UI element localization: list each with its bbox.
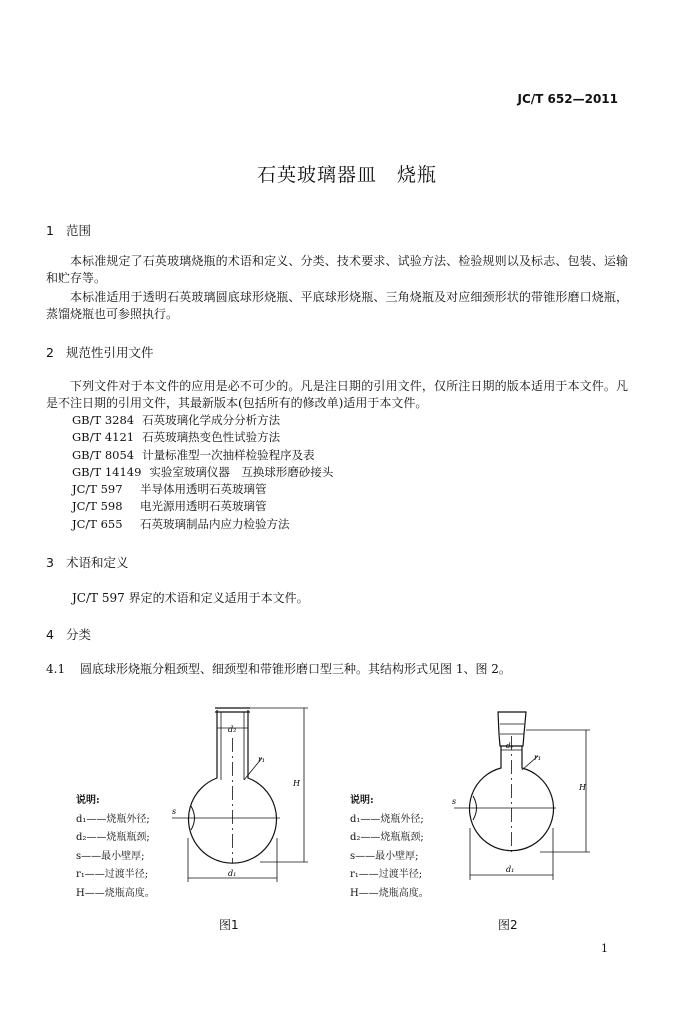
figure-1-caption: 图1 xyxy=(219,918,239,932)
section-title: 术语和定义 xyxy=(66,555,129,570)
section-2-heading xyxy=(46,343,154,361)
flask-lip xyxy=(215,708,250,712)
height-dim-label: H xyxy=(579,783,586,792)
legend-title: 说明: xyxy=(350,795,374,806)
reference-code: GB/T 3284 xyxy=(72,413,135,427)
wall-dim-label: s xyxy=(172,807,177,816)
neck-dim-label: d₂ xyxy=(506,742,514,750)
section-number: 1 xyxy=(46,223,54,238)
section-1-paragraph-1: 本标准规定了石英玻璃烧瓶的术语和定义、分类、技术要求、试验方法、检验规则以及标志、包装、运输和贮存等。 xyxy=(46,254,628,285)
reference-title: 实验室玻璃仪器 互换球形磨砂接头 xyxy=(149,464,334,479)
clause-text: 圆底球形烧瓶分粗颈型、细颈型和带锥形磨口型三种。其结构形式见图 1、图 2。 xyxy=(80,662,511,676)
section-number: 2 xyxy=(46,345,54,360)
radius-dim-label: r₁ xyxy=(258,755,266,764)
reference-item xyxy=(72,429,333,446)
section-title: 范围 xyxy=(66,223,92,238)
height-dim-label: H xyxy=(293,779,300,788)
reference-item xyxy=(72,498,333,515)
figure-1-flask-diagram xyxy=(160,698,320,898)
neck-dim-label: d₂ xyxy=(228,725,237,734)
section-3-text: JC/T 597 界定的术语和定义适用于本文件。 xyxy=(72,591,309,605)
reference-title: 石英玻璃制品内应力检验方法 xyxy=(140,516,290,531)
reference-item xyxy=(72,447,333,464)
reference-code: GB/T 8054 xyxy=(72,447,135,462)
legend-item: s——最小壁厚; xyxy=(76,850,145,862)
figure-1-legend xyxy=(76,792,155,903)
figure-2-legend xyxy=(350,792,429,903)
reference-item xyxy=(72,464,333,481)
section-1-heading xyxy=(46,221,91,239)
reference-title: 计量标准型一次抽样检验程序及表 xyxy=(142,447,315,462)
body-dim-label: d₁ xyxy=(506,865,515,874)
reference-code: GB/T 14149 xyxy=(72,464,142,479)
reference-title: 石英玻璃化学成分分析方法 xyxy=(142,413,281,427)
legend-item: r₁——过渡半径; xyxy=(350,869,423,880)
clause-4-1 xyxy=(46,660,511,677)
legend-item: H——烧瓶高度。 xyxy=(76,887,155,899)
legend-item: d₁——烧瓶外径; xyxy=(76,813,150,825)
ground-joint-socket xyxy=(498,712,526,746)
document-title: 石英玻璃器皿 烧瓶 xyxy=(256,164,437,186)
reference-item xyxy=(72,516,333,533)
section-title: 分类 xyxy=(66,627,92,642)
figure-2-caption: 图2 xyxy=(498,918,518,932)
standard-number: JC/T 652—2011 xyxy=(517,92,618,106)
clause-number: 4.1 xyxy=(46,662,66,676)
section-number: 4 xyxy=(46,627,54,642)
reference-title: 石英玻璃热变色性试验方法 xyxy=(142,430,281,445)
reference-code: JC/T 655 xyxy=(72,516,123,531)
body-dim-label: d₁ xyxy=(228,869,237,878)
page-number: 1 xyxy=(601,942,608,955)
radius-dim-label: r₁ xyxy=(534,753,542,762)
section-title: 规范性引用文件 xyxy=(66,345,154,360)
section-2-intro: 下列文件对于本文件的应用是必不可少的。凡是注日期的引用文件，仅所注日期的版本适用于本文件。凡是不注日期的引用文件，其最新版本(包括所有的修改单)适用于本文件。 xyxy=(46,379,628,410)
section-4-heading xyxy=(46,625,91,643)
legend-item: H——烧瓶高度。 xyxy=(350,887,429,899)
legend-item: d₁——烧瓶外径; xyxy=(350,813,424,825)
reference-code: GB/T 4121 xyxy=(72,430,135,445)
reference-list xyxy=(72,412,333,533)
section-number: 3 xyxy=(46,555,54,570)
reference-title: 半导体用透明石英玻璃管 xyxy=(140,482,267,497)
wall-dim-label: s xyxy=(452,797,457,806)
section-1-paragraph-2: 本标准适用于透明石英玻璃圆底球形烧瓶、平底球形烧瓶、三角烧瓶及对应细颈形状的带锥形磨口烧瓶，蒸馏烧瓶也可参照执行。 xyxy=(46,290,628,321)
figure-2-flask-diagram xyxy=(440,704,600,894)
reference-code: JC/T 598 xyxy=(72,499,123,514)
reference-code: JC/T 597 xyxy=(72,482,123,497)
legend-item: r₁——过渡半径; xyxy=(76,869,149,880)
legend-item: d₂——烧瓶瓶颈; xyxy=(350,832,424,843)
section-3-heading xyxy=(46,553,129,571)
legend-item: d₂——烧瓶瓶颈; xyxy=(76,832,150,843)
reference-item xyxy=(72,412,333,429)
reference-item xyxy=(72,481,333,498)
legend-item: s——最小壁厚; xyxy=(350,850,419,862)
reference-title: 电光源用透明石英玻璃管 xyxy=(140,499,267,514)
legend-title: 说明: xyxy=(76,795,100,806)
